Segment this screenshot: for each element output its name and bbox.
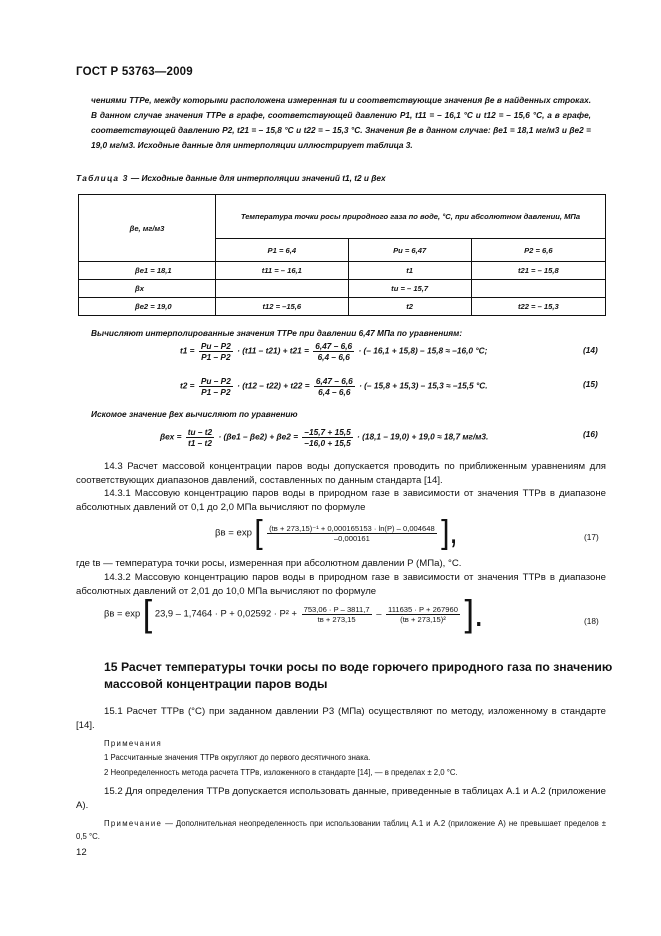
final-note-text: — Дополнительная неопределенность при использовании таблиц А.1 и А.2 (приложение А) не превышает пределов ± 0,5 °C. xyxy=(76,819,606,841)
eq16-frac2: $\frac{-15,7 + 15,5}{-16,0 + 15,5}$ xyxy=(304,427,351,448)
note-2: 2 Неопределенность метода расчета ТТРв, изложенного в стандарте [14], — в пределах ± 2,0 °C. xyxy=(104,768,458,777)
table-cell: βе2 = 19,0 xyxy=(79,298,216,316)
eq16-tail: · (18,1 – 19,0) + 19,0 ≈ 18,7 мг/м3. xyxy=(357,431,489,442)
table-cell: t2 xyxy=(348,298,471,316)
equation-16 xyxy=(160,427,488,448)
table-cell: tu = – 15,7 xyxy=(348,280,471,298)
table-cell: βе1 = 18,1 xyxy=(79,262,216,280)
note-1: 1 Рассчитанные значения ТТРв округляют до первого десятичного знака. xyxy=(104,753,371,762)
eq14-frac2: $\frac{6,47 - 6,6}{6,4 - 6,6}$ xyxy=(315,341,353,362)
eq14-frac1: $\frac{Pu - P2}{P1 - P2}$ xyxy=(200,341,231,362)
table-caption-text: — Исходные данные для интерполяции значений t1, t2 и βex xyxy=(128,173,386,183)
eq15-frac1: $\frac{Pu - P2}{P1 - P2}$ xyxy=(200,376,231,397)
notes-title: Примечания xyxy=(104,739,163,748)
paragraph-14-3-2: 14.3.2 Массовую концентрацию паров воды в природном газе в зависимости от значения ТТРв в диапазоне абсолютных давлений от 2,01 до 10,0 МПа вычисляют по формуле xyxy=(76,572,606,597)
equation-15 xyxy=(180,376,488,397)
table-3 xyxy=(78,194,606,316)
equation-18-number: (18) xyxy=(584,616,599,626)
table-col-beta-header: βе, мг/м3 xyxy=(79,195,216,262)
eq18-frac1: $\frac{753,06 \cdot P - 3811,7}{tв + 273,15}$ xyxy=(303,604,370,624)
page-number: 12 xyxy=(76,847,87,858)
eq18-part1: 23,9 – 1,7464 · P + 0,02592 · P² + xyxy=(154,607,297,619)
section-15-heading: 15 Расчет температуры точки росы по воде горючего природного газа по значению массовой концентрации паров воды xyxy=(104,660,613,691)
beta-intro: Искомое значение βех вычисляют по уравнению xyxy=(91,409,298,419)
paragraph-14-3-1: 14.3.1 Массовую концентрацию паров воды в природном газе в зависимости от значения ТТРв в диапазоне абсолютных давлений от 0,1 до 2,0 МПа вычисляют по формуле xyxy=(76,488,606,513)
table-cell: βx xyxy=(79,280,216,298)
eq15-lhs: t2 = xyxy=(180,380,195,391)
eq14-lhs: t1 = xyxy=(180,345,195,356)
table-cell: t12 = –15,6 xyxy=(216,298,349,316)
eq17-frac: $\frac{\text{(tв + 273,15)⁻¹ + 0,000165153 · ln(P) – 0,004648}}{-0,000161}$ xyxy=(269,523,435,543)
table-caption-label: Таблица 3 xyxy=(76,173,129,183)
eq18-lhs: βв = exp xyxy=(104,607,141,619)
eq16-middle: · (βе1 – βе2) + βе2 = xyxy=(218,431,299,442)
equation-17: βв = exp [ $\frac{\text{(tв + 273,15)⁻¹ + 0,000165153 · ln(P) – 0,004648}}{-0,000161}$ ], xyxy=(215,514,458,551)
equation-18: βв = exp [ 23,9 – 1,7464 · P + 0,02592 · P² + $\frac{753,06 \cdot P - 3811,7}{tв + 273,15}$ – $\frac{111635 \cdot P + 267960}{\text{(tв + 273,15)²}}$ ]. xyxy=(104,593,484,635)
paragraph-15-1: 15.1 Расчет ТТРв (°C) при заданном давлении P3 (МПа) осуществляют по методу, изложенному в стандарте [14]. xyxy=(76,706,606,731)
eq14-middle: · (t11 – t21) + t21 = xyxy=(237,345,309,356)
table-cell: t21 = – 15,8 xyxy=(471,262,605,280)
where-17: где tв — температура точки росы, измеренная при абсолютном давлении P (МПа), °C. xyxy=(76,558,462,569)
interp-intro: Вычисляют интерполированные значения ТТРе при давлении 6,47 МПа по уравнениям: xyxy=(91,328,463,338)
eq18-frac2: $\frac{111635 \cdot P + 267960}{\text{(tв + 273,15)²}}$ xyxy=(388,604,458,624)
table-cell: t1 xyxy=(348,262,471,280)
final-note-label: Примечание xyxy=(104,819,163,828)
table-header-pu: Pu = 6,47 xyxy=(348,239,471,262)
equation-17-number: (17) xyxy=(584,532,599,542)
paragraph-14-3: 14.3 Расчет массовой концентрации паров воды допускается проводить по приближенным уравнениям для соответствующих диапазонов давлений, составленных по данным стандарта [14]. xyxy=(76,461,606,486)
paragraph-15-2: 15.2 Для определения ТТРв допускается использовать данные, приведенные в таблицах А.1 и А.2 (приложение А). xyxy=(76,786,606,811)
table-header-p1: P1 = 6,4 xyxy=(216,239,349,262)
table-caption xyxy=(76,173,596,183)
equation-14 xyxy=(180,341,487,362)
eq15-frac2: $\frac{6,47 - 6,6}{6,4 - 6,6}$ xyxy=(315,376,353,397)
document-header: ГОСТ Р 53763—2009 xyxy=(76,66,193,78)
table-header-p2: P2 = 6,6 xyxy=(471,239,605,262)
equation-14-number: (14) xyxy=(583,345,598,355)
equation-16-number: (16) xyxy=(583,429,598,439)
eq15-tail: · (– 15,8 + 15,3) – 15,3 ≈ –15,5 °C. xyxy=(359,380,488,391)
eq18-minus: – xyxy=(376,607,382,619)
eq16-frac1: $\frac{tu - t2}{t1 - t2}$ xyxy=(187,427,213,448)
eq14-tail: · (– 16,1 + 15,8) – 15,8 ≈ –16,0 °C; xyxy=(358,345,488,356)
intro-paragraph: чениями ТТРе, между которыми расположена измеренная tu и соответствующие значения βе в найденных строках. В данном случае значения ТТРе в графе, соответствующей давлению P1, t11 = – 16,1 °C и t12 = – 15,6 °C, а в графе, соответствующей давлению P2, t21 = – 15,8 °C и t22 = – 15,3 °C. Значения βе в данном случае: βе1 = 18,1 мг/м3 и βе2 = 19,0 мг/м3. Исходные данные для интерполяции иллюстрирует таблица 3. xyxy=(91,95,591,150)
table-cell: t11 = – 16,1 xyxy=(216,262,349,280)
table-cell: t22 = – 15,3 xyxy=(471,298,605,316)
table-group-header: Температура точки росы природного газа по воде, °C, при абсолютном давлении, МПа xyxy=(216,195,606,239)
eq16-lhs: βех = xyxy=(160,431,182,442)
eq17-lhs: βв = exp xyxy=(215,527,253,539)
final-note xyxy=(76,818,606,843)
equation-15-number: (15) xyxy=(583,379,598,389)
table-cell xyxy=(216,280,349,298)
table-cell xyxy=(471,280,605,298)
eq15-middle: · (t12 – t22) + t22 = xyxy=(237,380,310,391)
